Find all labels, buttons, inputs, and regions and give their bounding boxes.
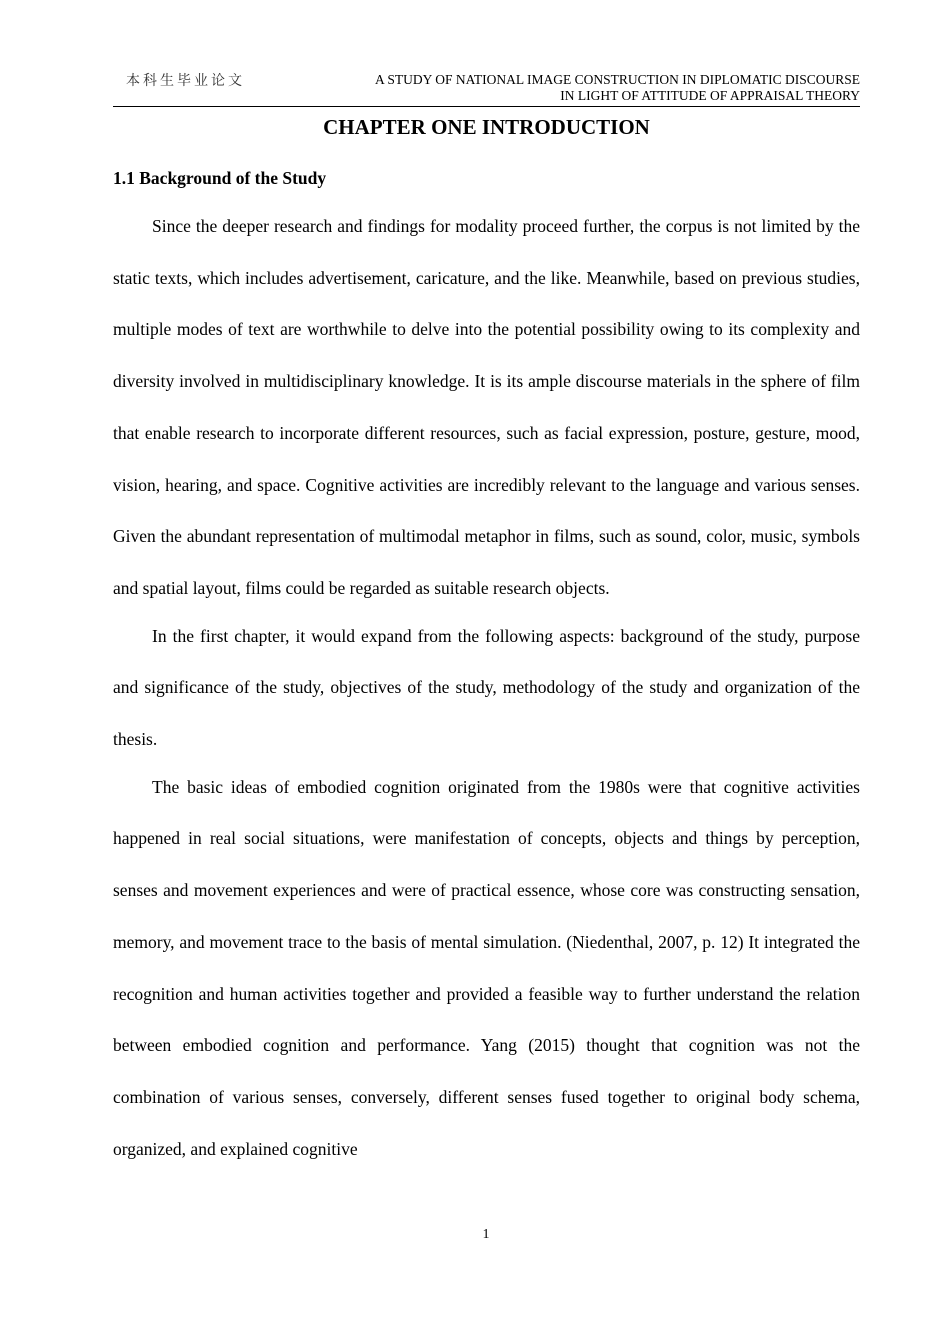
header-title-line-2: IN LIGHT OF ATTITUDE OF APPRAISAL THEORY: [560, 88, 860, 103]
header-title-line-1: A STUDY OF NATIONAL IMAGE CONSTRUCTION IN DIPLOMATIC DISCOURSE: [374, 72, 860, 87]
paragraph: In the first chapter, it would expand from the following aspects: background of the study, purpose and significance of the study, objectives of the study, methodology of the study and organization of the thesis.: [113, 625, 860, 750]
paragraph: Since the deeper research and findings for modality proceed further, the corpus is not limited by the static texts, which includes advertisement, caricature, and the like. Meanwhile, based on previous studies, multiple modes of text are worthwhile to delve into the potential possibility owing to its complexity and diversity involved in multidisciplinary knowledge. It is its ample discourse materials in the sphere of film that enable research to incorporate different resources, such as facial expression, posture, gesture, mood, vision, hearing, and space. Cognitive activities are incredibly relevant to the language and various senses. Given the abundant representation of multimodal metaphor in films, such as sound, color, music, symbols and spatial layout, films could be regarded as suitable research objects.: [113, 216, 860, 598]
page-number: 1: [482, 1227, 490, 1242]
section-heading: 1.1 Background of the Study: [113, 168, 327, 188]
header-title: [375, 72, 860, 104]
chapter-title: CHAPTER ONE INTRODUCTION: [323, 115, 650, 139]
running-header: [113, 68, 860, 107]
header-thesis-label: 本科生毕业论文: [126, 73, 245, 89]
body-text: [113, 201, 860, 1171]
paragraph: The basic ideas of embodied cognition originated from the 1980s were that cognitive activities happened in real social situations, were manifestation of concepts, objects and things by perception, senses and movement experiences and were of practical essence, whose core was constructing sensation, memory, and movement trace to the basis of mental simulation. (Niedenthal, 2007, p. 12) It integrated the recognition and human activities together and provided a feasible way to further understand the relation between embodied cognition and performance. Yang (2015) thought that cognition was not the combination of various senses, conversely, different senses fused together to original body schema, organized, and explained cognitive: [113, 776, 860, 1159]
